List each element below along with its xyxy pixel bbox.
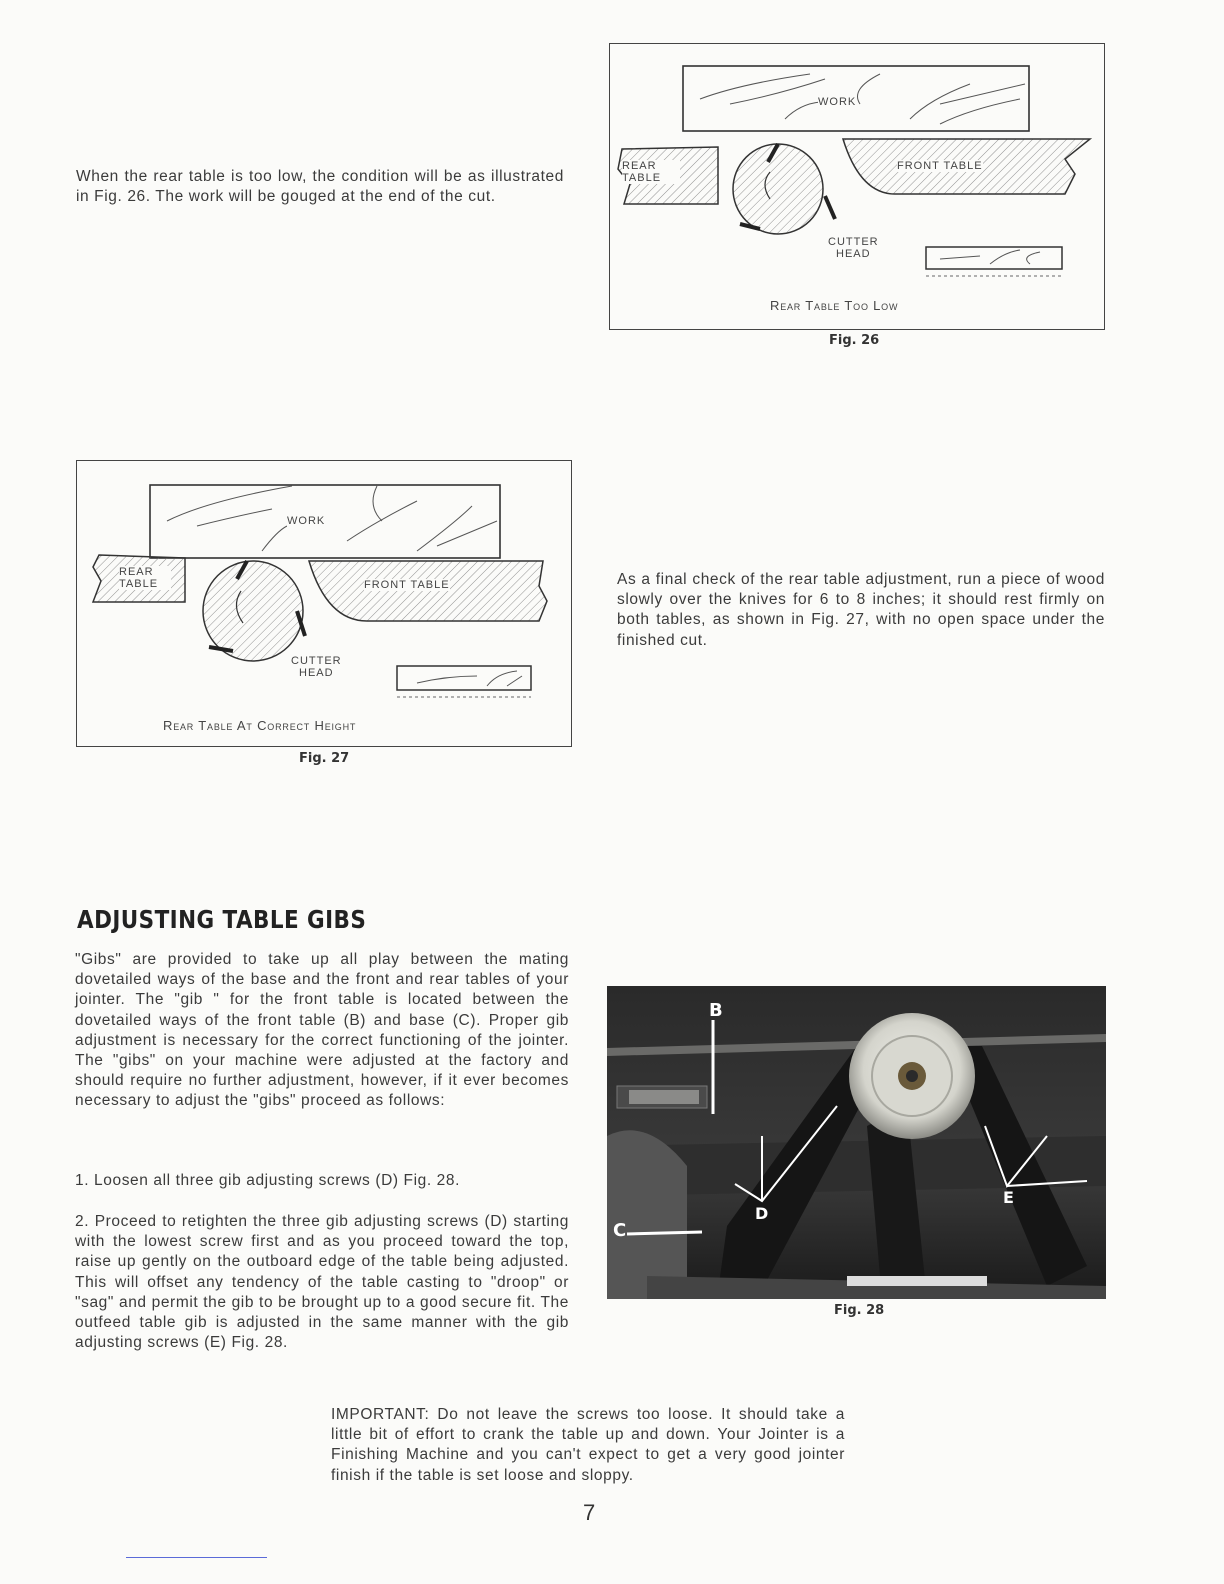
fig26-rear-table-label: REAR TABLE xyxy=(622,160,680,184)
fig26-drawing xyxy=(610,44,1104,329)
fig27-label: Fig. 27 xyxy=(299,751,350,766)
fig28-marker-d: D xyxy=(755,1204,769,1223)
step-2: 2. Proceed to retighten the three gib adjusting screws (D) starting with the lowest screw first and as you proceed toward the top, raise up gently on the outboard edge of the table being adjusted. This will offset any tendency of the table casting to "droop" or "sag" and permit the gib to be brought up to a good secure fit. The outfeed table gib is adjusted in the same manner with the gib adjusting screws (E) Fig. 28. xyxy=(75,1213,569,1352)
bottom-rule xyxy=(126,1557,267,1558)
fig26-diagram xyxy=(609,43,1105,330)
fig27-diagram xyxy=(76,460,572,747)
intro-paragraph: When the rear table is too low, the condition will be as illustrated in Fig. 26. The work will be gouged at the end of the cut. xyxy=(76,168,564,206)
fig27-caption: Rear Table At Correct Height xyxy=(163,718,357,733)
fig27-rear-table-label: REAR TABLE xyxy=(119,566,171,590)
fig28-marker-e: E xyxy=(1003,1188,1014,1207)
section-heading: ADJUSTING TABLE GIBS xyxy=(77,905,367,934)
fig27-head-label: HEAD xyxy=(299,667,334,679)
page-number: 7 xyxy=(583,1500,596,1525)
fig28-marker-b: B xyxy=(709,1000,723,1021)
fig28-photo xyxy=(607,986,1106,1299)
fig26-label: Fig. 26 xyxy=(829,333,880,348)
fig27-work-label: WORK xyxy=(287,515,326,527)
fig27-cutter-label: CUTTER xyxy=(291,655,342,667)
final-check-paragraph: As a final check of the rear table adjustment, run a piece of wood slowly over the knives for 6 to 8 inches; it should rest firmly on both tables, as shown in Fig. 27, with no open space under the finished cut. xyxy=(617,571,1105,649)
important-paragraph: IMPORTANT: Do not leave the screws too loose. It should take a little bit of effort to crank the table up and down. Your Jointer is a Finishing Machine and you can't expect to get a very good jointer finish if the table is set loose and sloppy. xyxy=(331,1406,845,1484)
fig26-caption: Rear Table Too Low xyxy=(770,298,899,313)
gibs-paragraph: "Gibs" are provided to take up all play between the mating dovetailed ways of the base and the front and rear tables of your jointer. The "gib " for the front table is located between the dovetailed ways of the front table (B) and base (C). Proper gib adjustment is necessary for the correct functioning of the jointer. The "gibs" on your machine were adjusted at the factory and should require no further adjustment, however, if it ever becomes necessary to adjust the "gibs" proceed as follows: xyxy=(75,951,569,1110)
fig26-front-table-label: FRONT TABLE xyxy=(897,160,983,172)
fig28-label: Fig. 28 xyxy=(834,1303,885,1318)
fig26-head-label: HEAD xyxy=(836,248,871,260)
fig26-work-label: WORK xyxy=(818,96,857,108)
fig26-cutter-label: CUTTER xyxy=(828,236,879,248)
fig28-marker-c: C xyxy=(613,1220,627,1241)
fig27-drawing xyxy=(77,461,571,746)
fig27-front-table-label: FRONT TABLE xyxy=(364,579,450,591)
step-1: 1. Loosen all three gib adjusting screws (D) Fig. 28. xyxy=(75,1172,461,1189)
